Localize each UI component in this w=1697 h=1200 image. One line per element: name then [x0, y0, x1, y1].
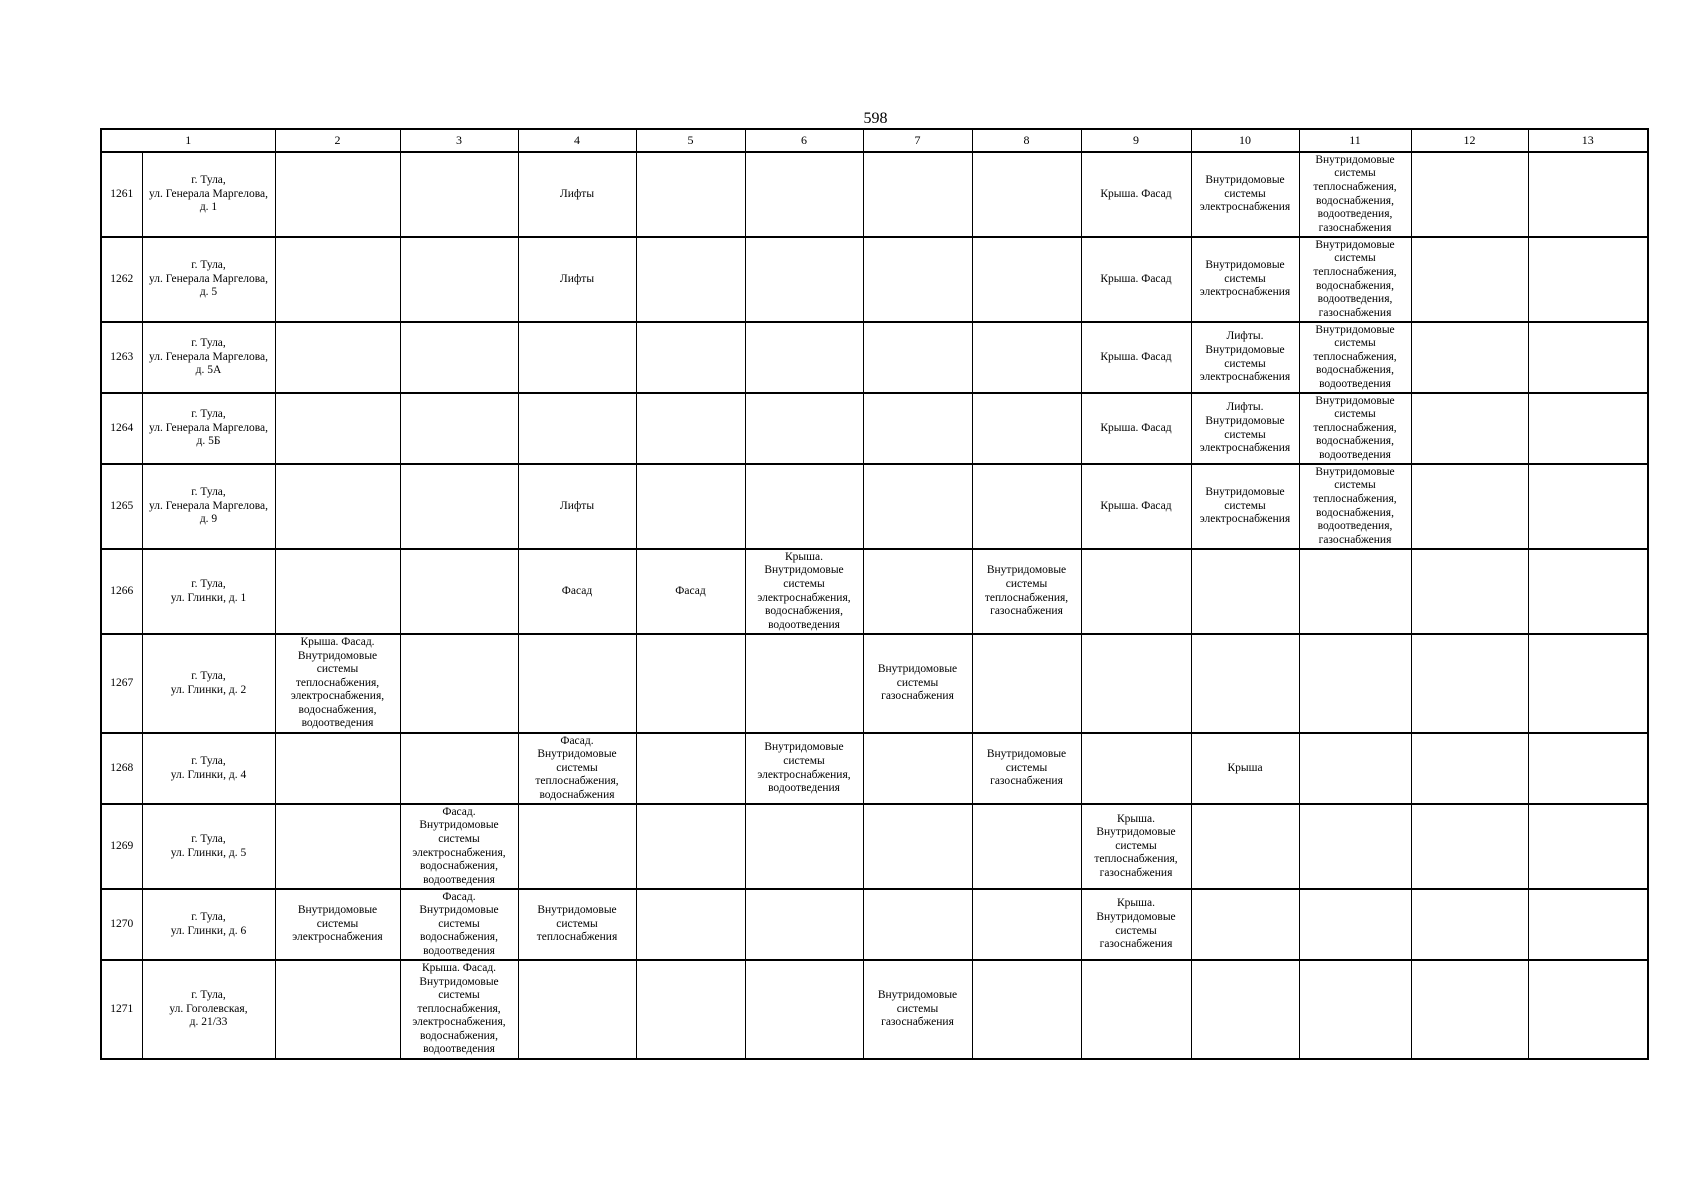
work-cell-col-6 — [745, 889, 863, 960]
work-cell-col-5 — [636, 804, 745, 889]
work-cell-col-11 — [1299, 960, 1411, 1059]
work-cell-col-10 — [1191, 889, 1299, 960]
work-cell-col-13 — [1528, 152, 1648, 237]
work-cell-col-11 — [1299, 733, 1411, 804]
row-number: 1270 — [101, 889, 142, 960]
work-cell-col-10: Лифты. Внутридомовые системы электроснабжения — [1191, 322, 1299, 393]
work-cell-col-9 — [1081, 634, 1191, 733]
work-cell-col-4: Внутридомовые системы теплоснабжения — [518, 889, 636, 960]
work-cell-col-2 — [275, 549, 400, 634]
work-cell-col-7 — [863, 464, 972, 549]
work-cell-col-6 — [745, 804, 863, 889]
work-cell-col-8 — [972, 237, 1081, 322]
work-cell-col-13 — [1528, 237, 1648, 322]
row-number: 1262 — [101, 237, 142, 322]
work-cell-col-12 — [1411, 393, 1528, 464]
work-cell-col-13 — [1528, 464, 1648, 549]
work-cell-col-7: Внутридомовые системы газоснабжения — [863, 634, 972, 733]
work-cell-col-13 — [1528, 393, 1648, 464]
row-number: 1264 — [101, 393, 142, 464]
work-cell-col-9: Крыша. Внутридомовые системы теплоснабжения, газоснабжения — [1081, 804, 1191, 889]
table-row — [101, 634, 1648, 733]
address-cell: г. Тула, ул. Генерала Маргелова, д. 5А — [142, 322, 275, 393]
work-cell-col-8: Внутридомовые системы газоснабжения — [972, 733, 1081, 804]
column-number: 13 — [1528, 129, 1648, 152]
work-cell-col-5 — [636, 152, 745, 237]
work-cell-col-5 — [636, 393, 745, 464]
work-cell-col-2 — [275, 322, 400, 393]
work-cell-col-6 — [745, 464, 863, 549]
work-cell-col-6: Крыша. Внутридомовые системы электроснабжения, водоснабжения, водоотведения — [745, 549, 863, 634]
work-cell-col-7 — [863, 804, 972, 889]
work-cell-col-13 — [1528, 960, 1648, 1059]
column-number: 12 — [1411, 129, 1528, 152]
work-cell-col-12 — [1411, 322, 1528, 393]
table-row — [101, 152, 1648, 237]
work-cell-col-8 — [972, 322, 1081, 393]
work-cell-col-6 — [745, 152, 863, 237]
work-cell-col-12 — [1411, 237, 1528, 322]
work-cell-col-11 — [1299, 634, 1411, 733]
work-cell-col-4: Фасад — [518, 549, 636, 634]
column-number: 7 — [863, 129, 972, 152]
work-cell-col-3 — [400, 322, 518, 393]
address-cell: г. Тула, ул. Генерала Маргелова, д. 1 — [142, 152, 275, 237]
work-cell-col-10: Крыша — [1191, 733, 1299, 804]
work-cell-col-4 — [518, 960, 636, 1059]
work-cell-col-10: Внутридомовые системы электроснабжения — [1191, 464, 1299, 549]
work-cell-col-6 — [745, 237, 863, 322]
work-cell-col-8 — [972, 960, 1081, 1059]
address-cell: г. Тула, ул. Гоголевская, д. 21/33 — [142, 960, 275, 1059]
work-cell-col-4 — [518, 634, 636, 733]
table-row — [101, 393, 1648, 464]
work-cell-col-9: Крыша. Фасад — [1081, 393, 1191, 464]
column-number: 10 — [1191, 129, 1299, 152]
work-cell-col-12 — [1411, 804, 1528, 889]
work-cell-col-7 — [863, 549, 972, 634]
address-cell: г. Тула, ул. Глинки, д. 6 — [142, 889, 275, 960]
work-cell-col-3: Фасад. Внутридомовые системы электроснабжения, водоснабжения, водоотведения — [400, 804, 518, 889]
work-cell-col-3 — [400, 549, 518, 634]
row-number: 1267 — [101, 634, 142, 733]
work-cell-col-12 — [1411, 549, 1528, 634]
row-number: 1265 — [101, 464, 142, 549]
work-cell-col-8 — [972, 804, 1081, 889]
work-cell-col-5 — [636, 464, 745, 549]
work-cell-col-2 — [275, 960, 400, 1059]
work-cell-col-10 — [1191, 960, 1299, 1059]
work-cell-col-3 — [400, 464, 518, 549]
work-cell-col-6: Внутридомовые системы электроснабжения, водоотведения — [745, 733, 863, 804]
work-cell-col-11: Внутридомовые системы теплоснабжения, водоснабжения, водоотведения — [1299, 393, 1411, 464]
work-cell-col-13 — [1528, 549, 1648, 634]
work-cell-col-3 — [400, 733, 518, 804]
work-cell-col-8 — [972, 889, 1081, 960]
table-row — [101, 733, 1648, 804]
work-cell-col-5: Фасад — [636, 549, 745, 634]
work-cell-col-9: Крыша. Фасад — [1081, 322, 1191, 393]
work-cell-col-5 — [636, 960, 745, 1059]
column-number: 1 — [101, 129, 275, 152]
work-cell-col-2: Внутридомовые системы электроснабжения — [275, 889, 400, 960]
work-cell-col-7: Внутридомовые системы газоснабжения — [863, 960, 972, 1059]
schedule-table — [100, 128, 1649, 1060]
work-cell-col-9: Крыша. Фасад — [1081, 237, 1191, 322]
work-cell-col-4 — [518, 804, 636, 889]
work-cell-col-7 — [863, 889, 972, 960]
header-row — [101, 129, 1648, 152]
work-cell-col-9 — [1081, 960, 1191, 1059]
column-number: 8 — [972, 129, 1081, 152]
work-cell-col-3 — [400, 393, 518, 464]
column-number: 2 — [275, 129, 400, 152]
work-cell-col-9: Крыша. Фасад — [1081, 152, 1191, 237]
work-cell-col-3 — [400, 237, 518, 322]
address-cell: г. Тула, ул. Генерала Маргелова, д. 5Б — [142, 393, 275, 464]
work-cell-col-7 — [863, 322, 972, 393]
address-cell: г. Тула, ул. Глинки, д. 1 — [142, 549, 275, 634]
work-cell-col-10 — [1191, 804, 1299, 889]
work-cell-col-4: Фасад. Внутридомовые системы теплоснабжения, водоснабжения — [518, 733, 636, 804]
work-cell-col-11: Внутридомовые системы теплоснабжения, водоснабжения, водоотведения, газоснабжения — [1299, 464, 1411, 549]
work-cell-col-2 — [275, 733, 400, 804]
work-cell-col-13 — [1528, 634, 1648, 733]
work-cell-col-7 — [863, 152, 972, 237]
work-cell-col-4 — [518, 393, 636, 464]
address-cell: г. Тула, ул. Генерала Маргелова, д. 9 — [142, 464, 275, 549]
work-cell-col-10: Внутридомовые системы электроснабжения — [1191, 152, 1299, 237]
work-cell-col-2 — [275, 393, 400, 464]
work-cell-col-5 — [636, 322, 745, 393]
column-number: 11 — [1299, 129, 1411, 152]
work-cell-col-7 — [863, 393, 972, 464]
work-cell-col-9 — [1081, 549, 1191, 634]
table-row — [101, 322, 1648, 393]
work-cell-col-4: Лифты — [518, 237, 636, 322]
work-cell-col-6 — [745, 322, 863, 393]
address-cell: г. Тула, ул. Генерала Маргелова, д. 5 — [142, 237, 275, 322]
column-number: 9 — [1081, 129, 1191, 152]
table-row — [101, 960, 1648, 1059]
row-number: 1268 — [101, 733, 142, 804]
table-row — [101, 464, 1648, 549]
work-cell-col-2 — [275, 804, 400, 889]
work-cell-col-4: Лифты — [518, 464, 636, 549]
work-cell-col-2: Крыша. Фасад. Внутридомовые системы теплоснабжения, электроснабжения, водоснабжения, водоотведения — [275, 634, 400, 733]
work-cell-col-12 — [1411, 634, 1528, 733]
table-row — [101, 804, 1648, 889]
work-cell-col-10: Лифты. Внутридомовые системы электроснабжения — [1191, 393, 1299, 464]
row-number: 1266 — [101, 549, 142, 634]
work-cell-col-9: Крыша. Фасад — [1081, 464, 1191, 549]
work-cell-col-11 — [1299, 804, 1411, 889]
work-cell-col-5 — [636, 237, 745, 322]
work-cell-col-3 — [400, 634, 518, 733]
work-cell-col-11: Внутридомовые системы теплоснабжения, водоснабжения, водоотведения, газоснабжения — [1299, 237, 1411, 322]
work-cell-col-11: Внутридомовые системы теплоснабжения, водоснабжения, водоотведения, газоснабжения — [1299, 152, 1411, 237]
work-cell-col-8 — [972, 152, 1081, 237]
work-cell-col-8: Внутридомовые системы теплоснабжения, газоснабжения — [972, 549, 1081, 634]
column-number: 4 — [518, 129, 636, 152]
work-cell-col-12 — [1411, 889, 1528, 960]
work-cell-col-9 — [1081, 733, 1191, 804]
table-row — [101, 237, 1648, 322]
work-cell-col-7 — [863, 733, 972, 804]
work-cell-col-4 — [518, 322, 636, 393]
work-cell-col-10: Внутридомовые системы электроснабжения — [1191, 237, 1299, 322]
work-cell-col-11 — [1299, 889, 1411, 960]
work-cell-col-2 — [275, 152, 400, 237]
work-cell-col-8 — [972, 464, 1081, 549]
work-cell-col-6 — [745, 634, 863, 733]
column-number: 6 — [745, 129, 863, 152]
work-cell-col-12 — [1411, 960, 1528, 1059]
work-cell-col-13 — [1528, 889, 1648, 960]
column-number: 5 — [636, 129, 745, 152]
work-cell-col-4: Лифты — [518, 152, 636, 237]
work-cell-col-2 — [275, 237, 400, 322]
work-cell-col-13 — [1528, 733, 1648, 804]
work-cell-col-13 — [1528, 322, 1648, 393]
work-cell-col-5 — [636, 733, 745, 804]
row-number: 1261 — [101, 152, 142, 237]
work-cell-col-7 — [863, 237, 972, 322]
work-cell-col-8 — [972, 634, 1081, 733]
work-cell-col-11: Внутридомовые системы теплоснабжения, водоснабжения, водоотведения — [1299, 322, 1411, 393]
column-number: 3 — [400, 129, 518, 152]
work-cell-col-12 — [1411, 733, 1528, 804]
work-cell-col-3 — [400, 152, 518, 237]
work-cell-col-9: Крыша. Внутридомовые системы газоснабжения — [1081, 889, 1191, 960]
work-cell-col-5 — [636, 634, 745, 733]
work-cell-col-2 — [275, 464, 400, 549]
work-cell-col-3: Фасад. Внутридомовые системы водоснабжения, водоотведения — [400, 889, 518, 960]
work-cell-col-3: Крыша. Фасад. Внутридомовые системы теплоснабжения, электроснабжения, водоснабжения, водоотведения — [400, 960, 518, 1059]
work-cell-col-8 — [972, 393, 1081, 464]
work-cell-col-6 — [745, 960, 863, 1059]
page-number: 598 — [863, 110, 888, 127]
address-cell: г. Тула, ул. Глинки, д. 5 — [142, 804, 275, 889]
work-cell-col-12 — [1411, 152, 1528, 237]
work-cell-col-12 — [1411, 464, 1528, 549]
table-row — [101, 889, 1648, 960]
address-cell: г. Тула, ул. Глинки, д. 4 — [142, 733, 275, 804]
row-number: 1263 — [101, 322, 142, 393]
table-row — [101, 549, 1648, 634]
row-number: 1269 — [101, 804, 142, 889]
row-number: 1271 — [101, 960, 142, 1059]
work-cell-col-11 — [1299, 549, 1411, 634]
address-cell: г. Тула, ул. Глинки, д. 2 — [142, 634, 275, 733]
work-cell-col-6 — [745, 393, 863, 464]
work-cell-col-13 — [1528, 804, 1648, 889]
work-cell-col-10 — [1191, 549, 1299, 634]
work-cell-col-10 — [1191, 634, 1299, 733]
work-cell-col-5 — [636, 889, 745, 960]
